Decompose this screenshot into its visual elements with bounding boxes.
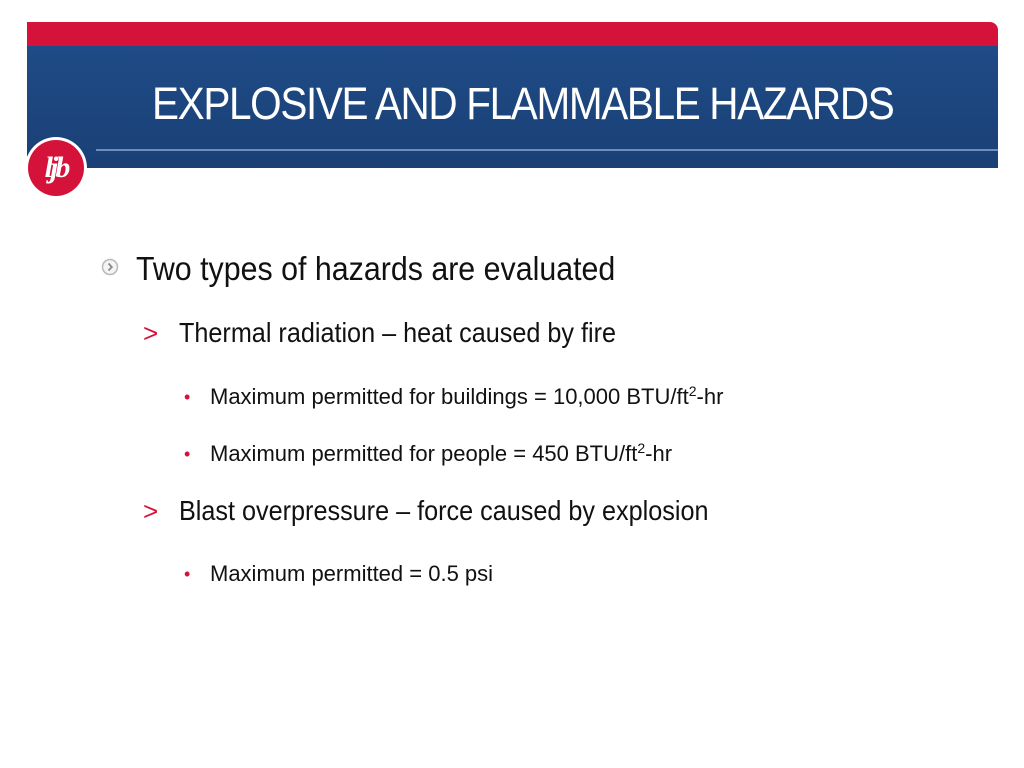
item-people-suffix: -hr bbox=[645, 441, 673, 466]
sub-bullet-marker-blast: > bbox=[143, 496, 159, 526]
item-buildings bbox=[210, 384, 723, 410]
sub-bullet-marker-thermal: > bbox=[143, 318, 159, 348]
bullet-level1-text: Two types of hazards are evaluated bbox=[136, 250, 616, 287]
circle-chevron-icon bbox=[101, 258, 119, 276]
item-people-sup: 2 bbox=[637, 440, 646, 456]
item-buildings-text: Maximum permitted for buildings = 10,000 BTU/ft bbox=[210, 384, 689, 409]
item-buildings-suffix: -hr bbox=[696, 384, 724, 409]
item-people-text: Maximum permitted for people = 450 BTU/ft bbox=[210, 441, 638, 466]
item-psi: Maximum permitted = 0.5 psi bbox=[210, 561, 494, 586]
item-marker-buildings: • bbox=[184, 387, 191, 407]
item-buildings-sup: 2 bbox=[688, 383, 697, 399]
item-marker-psi: • bbox=[184, 564, 191, 584]
item-marker-people: • bbox=[184, 444, 191, 464]
logo-text: ljb bbox=[44, 151, 68, 184]
slide-title: EXPLOSIVE AND FLAMMABLE HAZARDS bbox=[152, 78, 894, 129]
sub-bullet-thermal: Thermal radiation – heat caused by fire bbox=[179, 317, 617, 348]
item-people bbox=[210, 441, 672, 467]
sub-bullet-blast: Blast overpressure – force caused by explosion bbox=[179, 495, 709, 526]
